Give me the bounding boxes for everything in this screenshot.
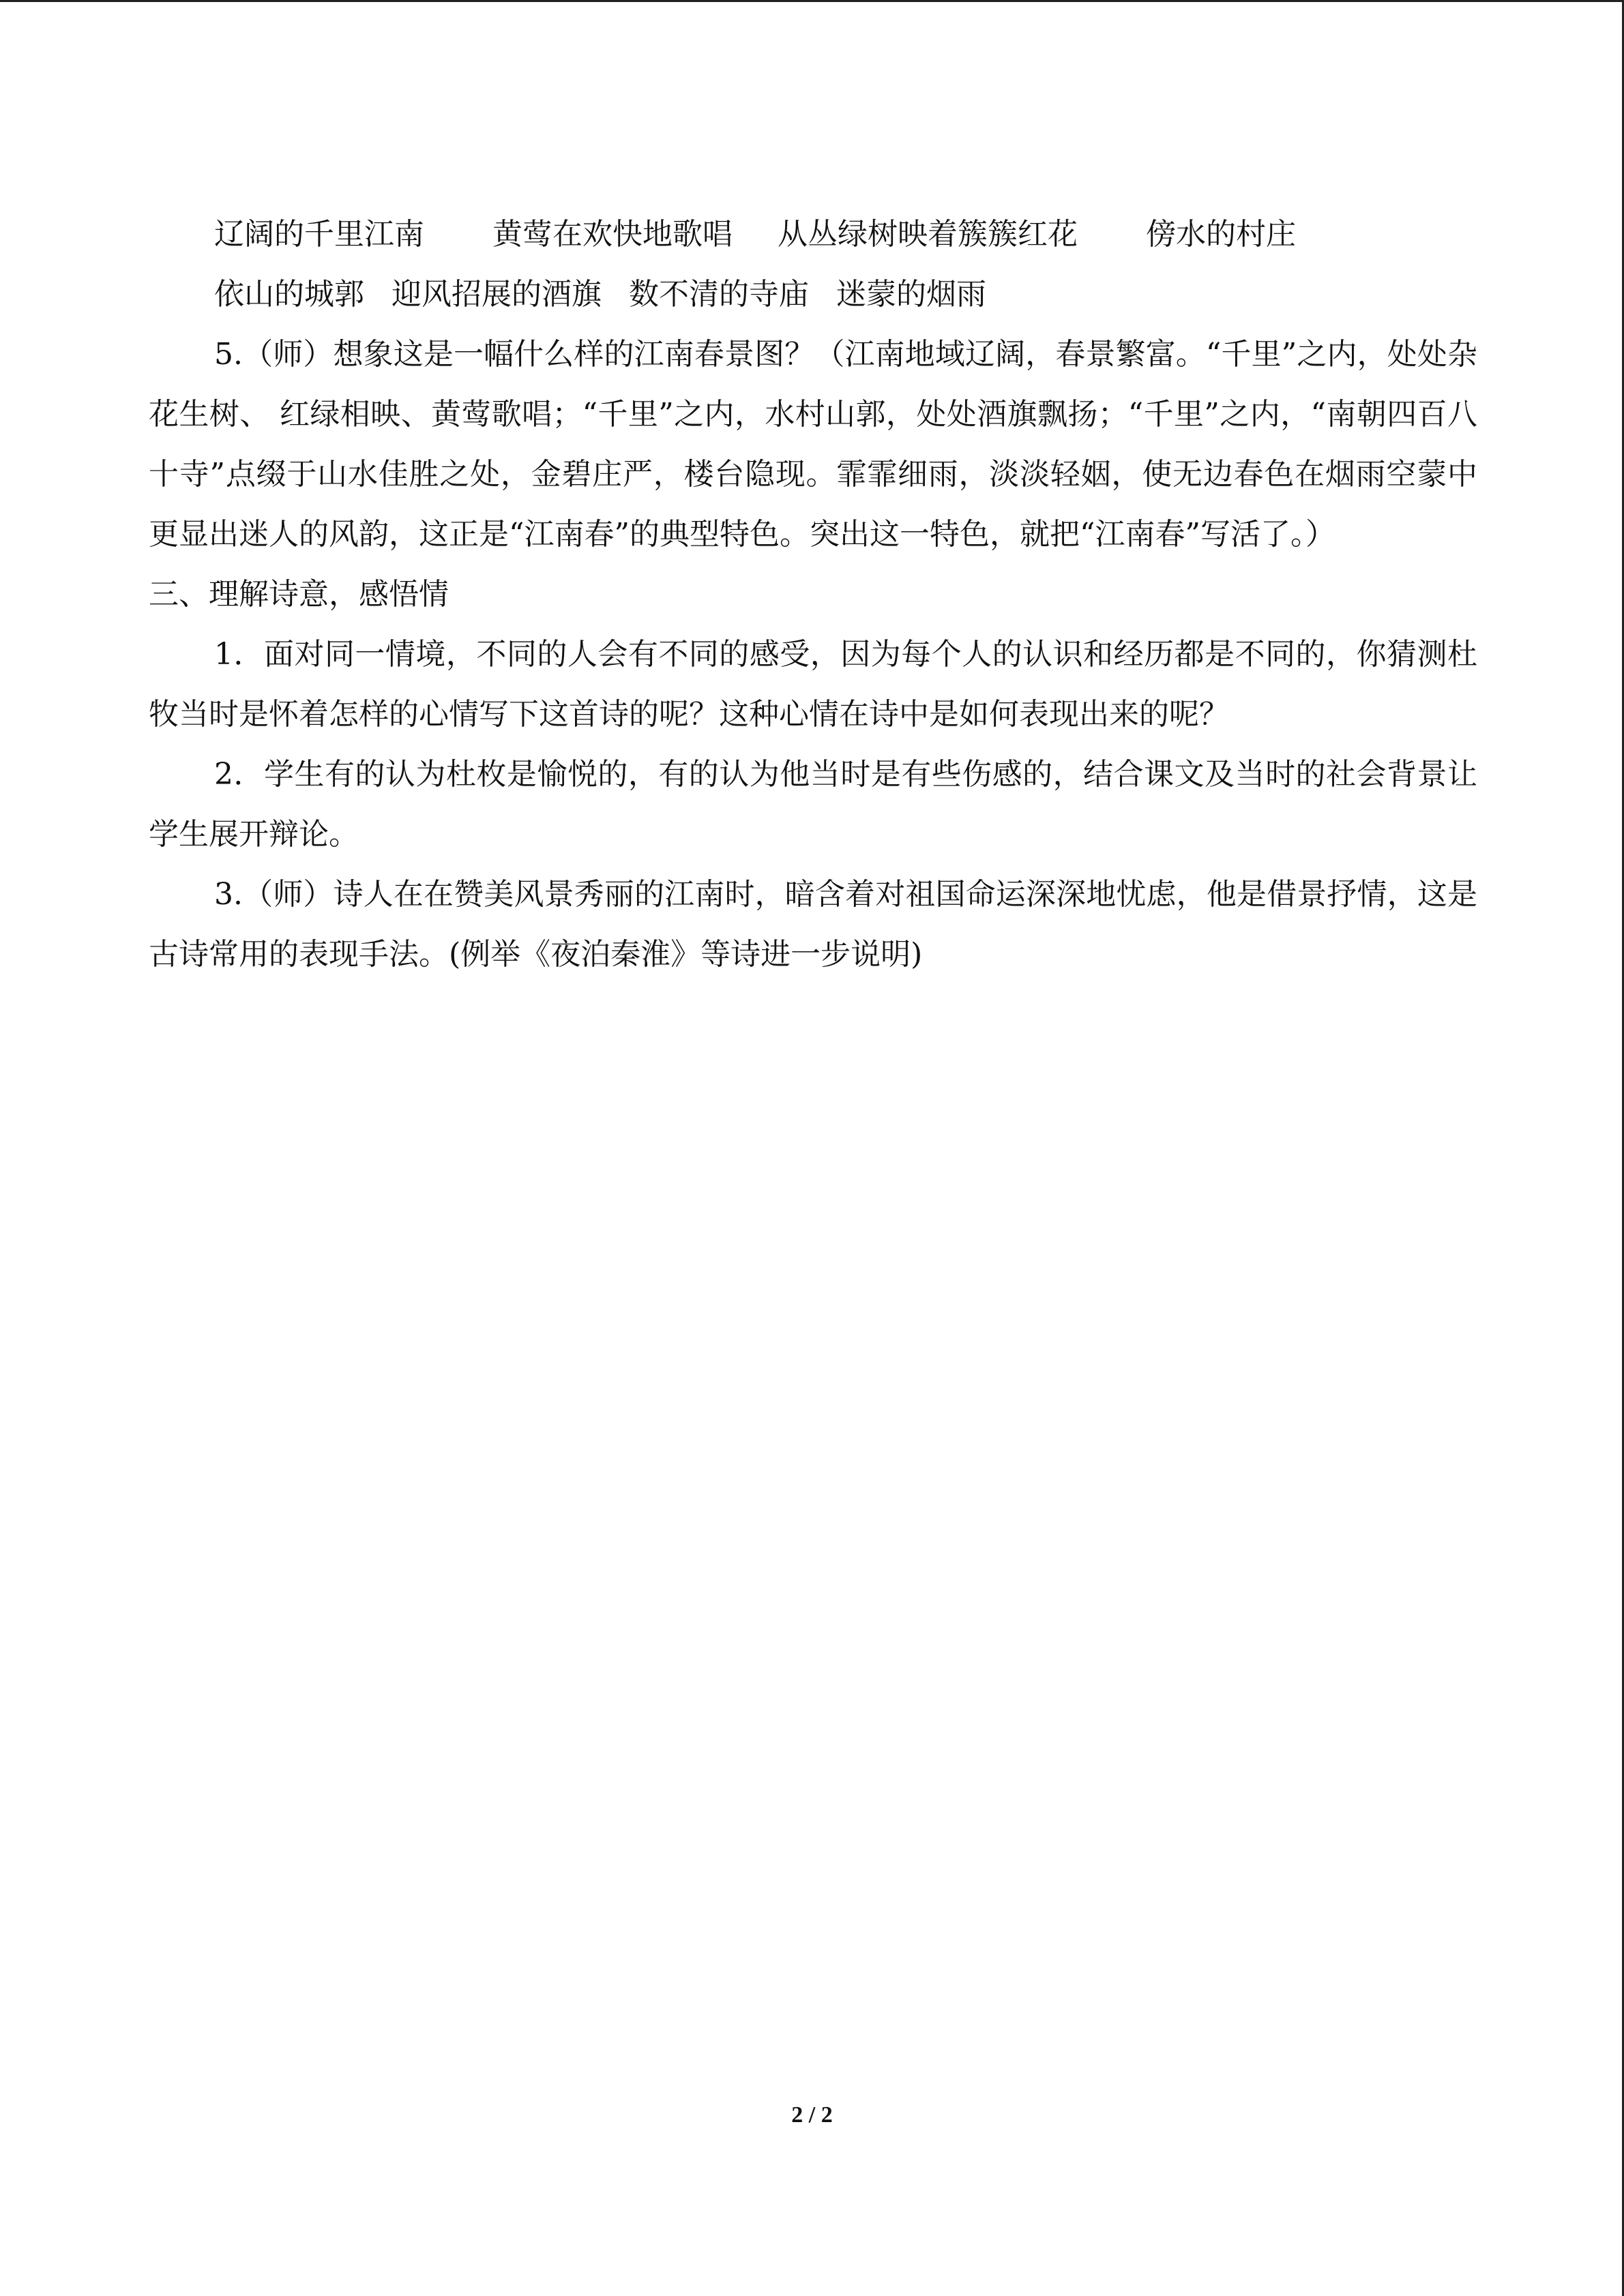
scene-phrase: 迷蒙的烟雨 — [836, 277, 986, 312]
paragraph-section3-item-1: 1．面对同一情境，不同的人会有不同的感受，因为每个人的认识和经历都是不同的，你猜测杜牧当时是怀着怎样的心情写下这首诗的呢？这种心情在诗中是如何表现出来的呢？ — [149, 637, 1477, 732]
scene-phrase: 数不清的寺庙 — [629, 277, 809, 312]
scene-phrase: 迎风招展的酒旗 — [392, 277, 602, 312]
paragraph-section3-item-3: 3.（师）诗人在在赞美风景秀丽的江南时，暗含着对祖国命运深深地忧虑，他是借景抒情，这是古诗常用的表现手法。(例举《夜泊秦淮》等诗进一步说明) — [149, 877, 1477, 972]
scene-phrase: 黄莺在欢快地歌唱 — [492, 217, 733, 252]
paragraph-item-5: 5.（师）想象这是一幅什么样的江南春景图？（江南地域辽阔，春景繁富。“千里”之内，处处杂花生树、 红绿相映、黄莺歌唱；“千里”之内，水村山郭，处处酒旗飘扬；“千里”之内，“南朝四百八十寺”点缀于山水佳胜之处，金碧庄严，楼台隐现。霏霏细雨，淡淡轻姻，使无边春色在烟雨空蒙中更显出迷人的风韵，这正是“江南春”的典型特色。突出这一特色，就把“江南春”写活了。） — [149, 337, 1477, 552]
section-heading-3: 三、理解诗意，感悟情 — [149, 577, 449, 612]
document-body — [149, 205, 1477, 985]
scene-phrase-row-1 — [149, 205, 1477, 265]
page-number: 2 / 2 — [791, 2102, 833, 2128]
scene-phrase: 辽阔的千里江南 — [214, 217, 424, 252]
paragraph-section3-item-2: 2．学生有的认为杜枚是愉悦的，有的认为他当时是有些伤感的，结合课文及当时的社会背景让学生展开辩论。 — [149, 757, 1477, 852]
scene-phrase: 傍水的村庄 — [1146, 217, 1296, 252]
scene-phrase-row-2 — [149, 265, 1477, 325]
page-top-border — [0, 0, 1624, 2]
scene-phrase: 从丛绿树映着簇簇红花 — [778, 217, 1078, 252]
scene-phrase: 依山的城郭 — [214, 277, 364, 312]
